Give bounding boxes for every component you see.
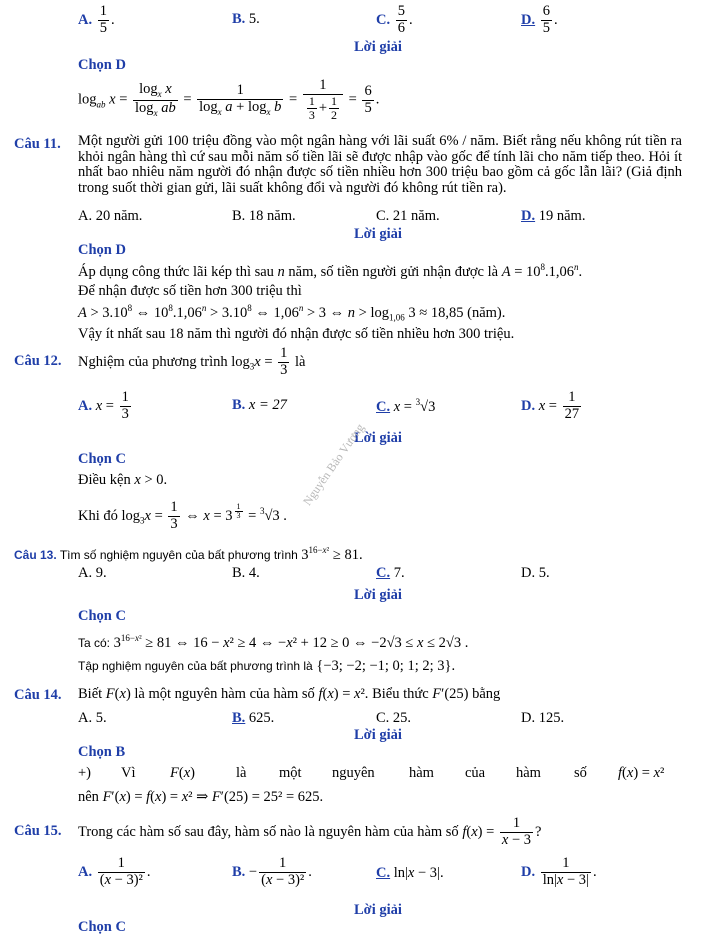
q14-vi-w8: số (574, 765, 587, 781)
q12-text: Nghiệm của phương trình $\log_3x$ = $\frac{1}{3}$ là (78, 345, 306, 378)
prev-option-c: C. $\frac{5}{6}$ . (376, 3, 413, 36)
q14-vi-F: F(x) (170, 765, 195, 781)
q15-label: Câu 15. (14, 823, 62, 839)
q14-vi-w0: +) (78, 765, 92, 781)
q11-conclusion: Vậy ít nhất sau 18 năm thì người đó nhận được số tiền nhiều hơn 300 triệu. (78, 326, 515, 342)
q13-step1: Ta có: $3^{16-x^2} \ge 81$ ⇔ 16 − x² ≥ 4 ⇔ −x² + 12 ≥ 0 ⇔ −2√3 ≤ x ≤ 2√3 . (78, 633, 469, 651)
chon-d-label: Chọn D (78, 57, 126, 73)
q13-option-d: D. 5. (521, 565, 550, 581)
q11-step3: $A > 3.10^8$ ⇔ $10^8.1,06^n > 3.10^8$ ⇔ $1,06^n > 3$ ⇔ $n > \log_{1,06} 3 \approx 18,85$ (năm). (78, 303, 506, 323)
q15-text: Trong các hàm số sau đây, hàm số nào là nguyên hàm của hàm số f(x) = $\frac{1}{x - 3}$ ? (78, 815, 542, 848)
q13-option-c: C. 7. (376, 565, 405, 581)
q12-option-b: B. x = 27 (232, 397, 287, 413)
q14-vi-w5: hàm (409, 765, 434, 781)
q15-option-b: B. − $\frac{1}{\text{(x − 3)²}}$ . (232, 855, 312, 888)
q14-vi-f: f(x) = x² (618, 765, 665, 781)
q11-loi-giai: Lời giải (354, 226, 402, 242)
q14-vi-w7: hàm (516, 765, 541, 781)
q11-label: Câu 11. (14, 136, 61, 152)
q15-option-c: C. ln|x − 3|. (376, 865, 444, 881)
q14-vi-w2: là (236, 765, 247, 781)
q13-option-a: A. 9. (78, 565, 107, 581)
q12-condition: Điều kện x > 0. (78, 472, 168, 488)
q11-option-a: A. 20 năm. (78, 208, 143, 224)
q14-vi-w4: nguyên (332, 765, 375, 781)
q14-text: Biết F(x) là một nguyên hàm của hàm số f(x) = x². Biểu thức F′(25) bằng (78, 686, 501, 702)
q11-option-b: B. 18 năm. (232, 208, 296, 224)
q14-vi-w1: Vì (121, 765, 136, 781)
q13-chon: Chọn C (78, 608, 126, 624)
q11-step1: Áp dụng công thức lãi kép thì sau n năm, số tiền người gửi nhận được là $A = 10^8.1,06^n$. (78, 262, 583, 280)
q12-chon: Chọn C (78, 451, 126, 467)
q14-option-a: A. 5. (78, 710, 107, 726)
q15-option-d: D. $\frac{1}{\ln|x - 3|}$ . (521, 855, 597, 888)
q15-option-a: A. $\frac{1}{\text{(x − 3)²}}$ . (78, 855, 151, 888)
q14-vi-w6: của (465, 765, 486, 781)
q12-solution: Khi đó $\log_3x$ = $\frac{1}{3}$ ⇔ x = 3 $^{\frac{1}{3}}$ = $^3$√3 . (78, 499, 287, 532)
q12-option-c: C. x = $^3$√3 (376, 397, 436, 415)
q14-result: nên F′(x) = f(x) = x² ⇒ F′(25) = 25² = 625. (78, 789, 324, 805)
prev-option-d: D. $\frac{6}{5}$ . (521, 3, 558, 36)
q11-chon: Chọn D (78, 242, 126, 258)
watermark: Nguyễn Bảo Vương (300, 420, 367, 509)
prev-option-b: B. 5. (232, 11, 260, 27)
loi-giai-heading: Lời giải (354, 39, 402, 55)
q11-text: Một người gửi 100 triệu đồng vào một ngân hàng với lãi suất 6% / năm. Biết rằng nếu không rút tiền ra khỏi ngân hàng thì cứ sau mỗi năm số tiền lãi sẽ được nhập vào gốc để tính lãi cho năm tiếp theo. Hỏi ít nhất bao nhiêu năm người đó nhận được số tiền nhiều hơn 300 triệu bao gồm cả gốc lẫn lãi? (Giả định trong suốt thời gian gửi, lãi suất không đổi và người đó không rút tiền ra). (78, 133, 682, 196)
q15-loi-giai: Lời giải (354, 902, 402, 918)
q14-vi-w3: một (279, 765, 302, 781)
q15-chon: Chọn C (78, 919, 126, 935)
q13-step2: Tập nghiệm nguyên của bất phương trình là {−3; −2; −1; 0; 1; 2; 3}. (78, 658, 456, 674)
q13-option-b: B. 4. (232, 565, 260, 581)
q11-option-d: D. 19 năm. (521, 208, 586, 224)
q14-chon: Chọn B (78, 744, 126, 760)
q12-label: Câu 12. (14, 353, 62, 369)
q12-option-d: D. x = $\frac{1}{27}$ (521, 389, 580, 422)
q14-option-d: D. 125. (521, 710, 565, 726)
q12-option-a: A. x = $\frac{1}{3}$ (78, 389, 129, 422)
q12-loi-giai: Lời giải (354, 430, 402, 446)
q14-label: Câu 14. (14, 687, 62, 703)
prev-option-a: A. $\frac{1}{5}$ . (78, 3, 115, 36)
q14-option-c: C. 25. (376, 710, 412, 726)
q11-option-c: C. 21 năm. (376, 208, 440, 224)
q11-step2: Để nhận được số tiền hơn 300 triệu thì (78, 283, 302, 299)
q13-loi-giai: Lời giải (354, 587, 402, 603)
q14-option-b: B. 625. (232, 710, 275, 726)
log-formula: $\log_{ab} x$ = $\frac{\log_x x}{\log_x ab}$ = $\frac{1}{\log_x a + \log_x b}$ = 1 $\frac{1}{3}$ + $\frac{1}{2}$ = $\frac{6}{5}$ . (78, 77, 380, 123)
q14-loi-giai: Lời giải (354, 727, 402, 743)
q13-header: Câu 13. Tìm số nghiệm nguyên của bất phương trình $3^{16-x^2} \ge 81$. (14, 545, 363, 563)
